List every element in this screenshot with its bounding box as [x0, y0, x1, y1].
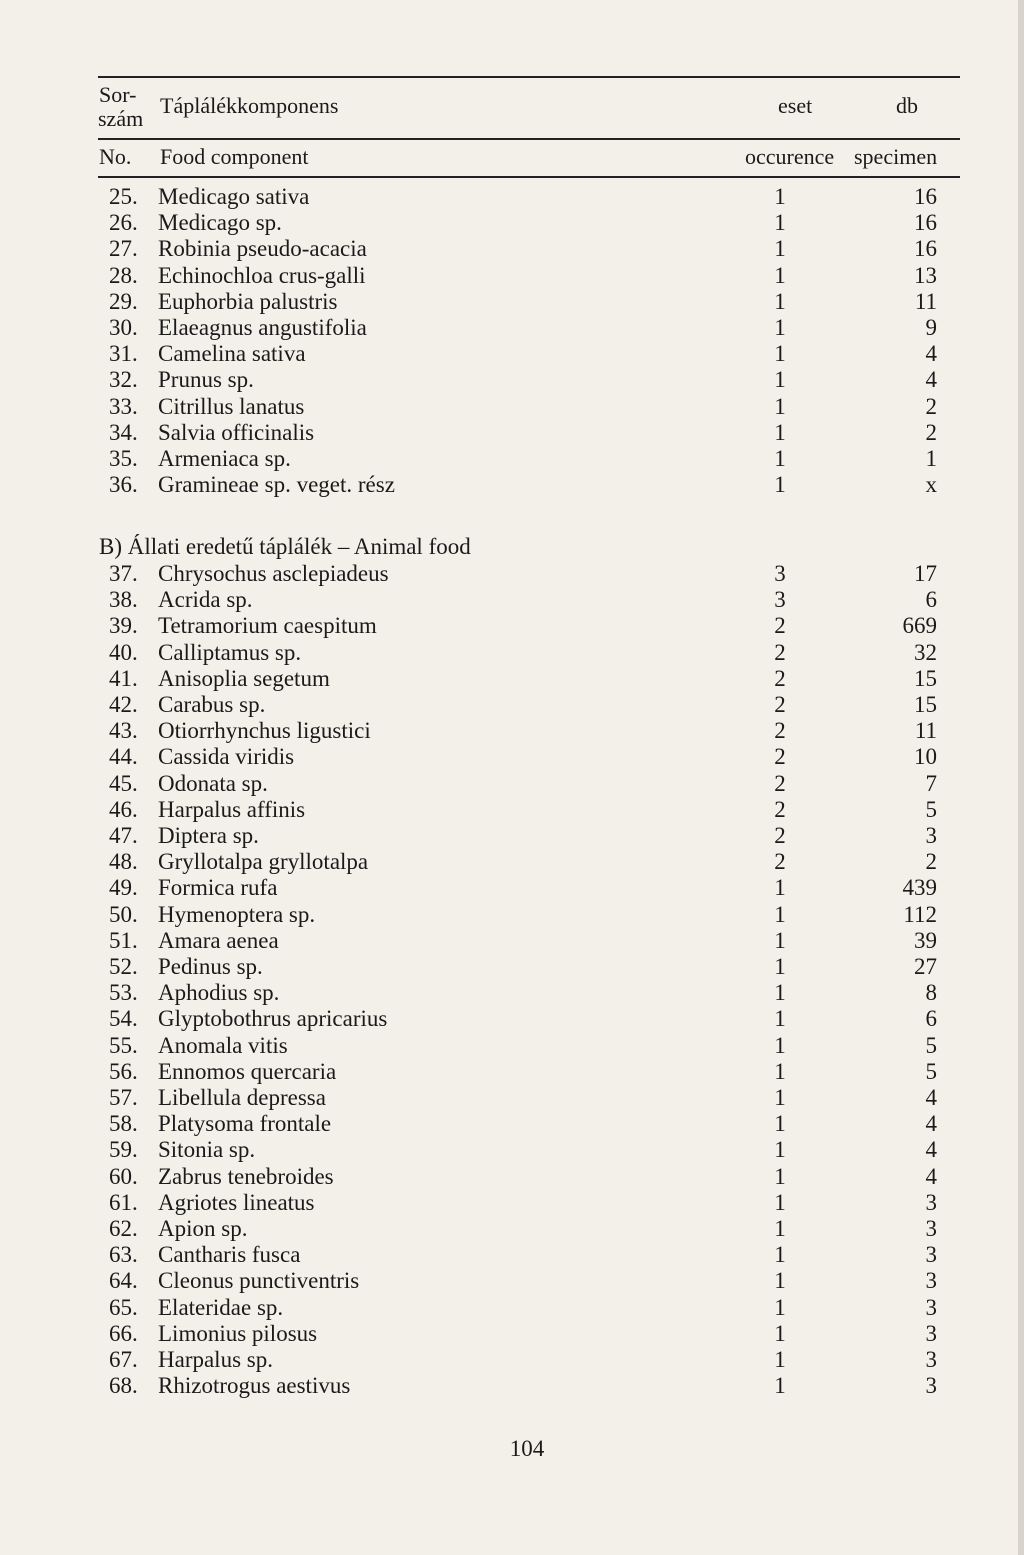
specimen-count: 2 — [925, 419, 937, 445]
occurence-count: 1 — [774, 419, 786, 445]
table-row — [0, 980, 1024, 1006]
table-row — [0, 744, 1024, 770]
specimen-count: 11 — [914, 718, 937, 744]
header-db: db — [896, 93, 918, 118]
row-number: 47. — [109, 823, 138, 848]
occurence-count: 1 — [774, 315, 786, 340]
occurence-count: 1 — [774, 1294, 786, 1320]
table-row — [0, 1216, 1024, 1242]
table-top-rule — [98, 76, 960, 78]
food-component-name: Anomala vitis — [158, 1032, 288, 1058]
specimen-count: 16 — [914, 184, 937, 209]
specimen-count: 3 — [925, 1268, 937, 1294]
food-component-name: Apion sp. — [158, 1216, 248, 1241]
table-row — [0, 1295, 1024, 1321]
occurence-count: 1 — [774, 472, 786, 498]
specimen-count: 16 — [914, 210, 937, 236]
occurence-count: 2 — [774, 849, 786, 875]
header-middle-rule — [98, 138, 960, 140]
table-row — [0, 472, 1024, 498]
row-number: 65. — [109, 1294, 138, 1320]
food-component-name: Camelina sativa — [158, 341, 306, 367]
specimen-count: 3 — [925, 1216, 937, 1241]
header-specimen: specimen — [854, 144, 938, 169]
specimen-count: 2 — [925, 393, 937, 419]
row-number: 52. — [109, 954, 138, 979]
table-row — [0, 587, 1024, 613]
row-number: 37. — [109, 561, 138, 586]
header-no: No. — [99, 144, 132, 169]
row-number: 29. — [109, 288, 138, 314]
food-component-name: Platysoma frontale — [158, 1111, 332, 1137]
occurence-count: 1 — [774, 980, 786, 1006]
page-number: 104 — [509, 1436, 545, 1461]
occurence-count: 2 — [774, 718, 786, 744]
row-number: 64. — [109, 1268, 138, 1294]
row-number: 67. — [109, 1347, 138, 1372]
row-number: 40. — [109, 639, 138, 665]
specimen-count: 4 — [925, 1163, 937, 1189]
food-component-name: Armeniaca sp. — [158, 446, 291, 471]
row-number: 56. — [109, 1058, 138, 1084]
table-row — [0, 1006, 1024, 1032]
occurence-count: 1 — [774, 927, 786, 953]
food-component-name: Citrillus lanatus — [158, 393, 305, 419]
row-number: 59. — [109, 1137, 138, 1163]
specimen-count: 6 — [925, 587, 937, 613]
food-component-name: Harpalus sp. — [158, 1347, 273, 1372]
specimen-count: 27 — [914, 954, 937, 979]
table-row — [0, 692, 1024, 718]
specimen-count: 8 — [925, 980, 937, 1006]
occurence-count: 1 — [774, 1268, 786, 1294]
row-number: 53. — [109, 980, 138, 1006]
occurence-count: 1 — [774, 1006, 786, 1032]
occurence-count: 1 — [774, 1058, 786, 1084]
food-component-name: Elaeagnus angustifolia — [158, 315, 367, 340]
table-row — [0, 315, 1024, 341]
food-component-name: Amara aenea — [158, 927, 279, 953]
row-number: 31. — [109, 341, 138, 367]
food-component-name: Acrida sp. — [158, 587, 253, 613]
food-component-name: Chrysochus asclepiadeus — [158, 561, 389, 586]
row-number: 35. — [109, 446, 138, 471]
header-sor: Sor- — [99, 82, 137, 107]
row-number: 48. — [109, 849, 138, 875]
table-row — [0, 1111, 1024, 1137]
table-row — [0, 210, 1024, 236]
food-component-name: Calliptamus sp. — [158, 639, 302, 665]
table-row — [0, 823, 1024, 849]
food-component-name: Carabus sp. — [158, 692, 266, 717]
occurence-count: 2 — [774, 796, 786, 822]
food-component-name: Elateridae sp. — [158, 1294, 284, 1320]
occurence-count: 1 — [774, 262, 786, 288]
specimen-count: 7 — [925, 770, 937, 796]
specimen-count: 3 — [925, 1294, 937, 1320]
food-component-name: Sitonia sp. — [158, 1137, 256, 1163]
header-component-hu: Táplálékkomponens — [160, 93, 339, 118]
table-row — [0, 849, 1024, 875]
occurence-count: 2 — [774, 639, 786, 665]
table-row — [0, 1268, 1024, 1294]
food-component-name: Tetramorium caespitum — [158, 613, 377, 639]
specimen-count: 1 — [925, 446, 937, 471]
food-component-name: Cleonus punctiventris — [158, 1268, 360, 1294]
specimen-count: 669 — [902, 613, 937, 639]
row-number: 49. — [109, 875, 138, 901]
occurence-count: 1 — [774, 1242, 786, 1268]
food-component-name: Harpalus affinis — [158, 796, 306, 822]
specimen-count: 439 — [902, 875, 937, 901]
row-number: 62. — [109, 1216, 138, 1241]
food-component-name: Aphodius sp. — [158, 980, 280, 1006]
table-row — [0, 797, 1024, 823]
occurence-count: 2 — [774, 744, 786, 770]
specimen-count: 5 — [925, 796, 937, 822]
row-number: 30. — [109, 315, 138, 340]
row-number: 34. — [109, 419, 138, 445]
food-component-name: Formica rufa — [158, 875, 278, 901]
table-row — [0, 420, 1024, 446]
table-row — [0, 184, 1024, 210]
occurence-count: 1 — [774, 236, 786, 262]
specimen-count: 13 — [914, 262, 937, 288]
occurence-count: 1 — [774, 446, 786, 471]
row-number: 26. — [109, 210, 138, 236]
food-component-name: Diptera sp. — [158, 823, 259, 848]
food-component-name: Medicago sativa — [158, 184, 310, 209]
food-component-name: Robinia pseudo-acacia — [158, 236, 367, 262]
table-row — [0, 561, 1024, 587]
table-row — [0, 341, 1024, 367]
row-number: 36. — [109, 472, 138, 498]
specimen-count: x — [925, 472, 937, 498]
specimen-count: 10 — [914, 744, 937, 770]
specimen-count: 3 — [925, 823, 937, 848]
food-component-name: Euphorbia palustris — [158, 288, 338, 314]
occurence-count: 1 — [774, 1163, 786, 1189]
food-component-name: Agriotes lineatus — [158, 1189, 315, 1215]
specimen-count: 3 — [925, 1242, 937, 1268]
table-row — [0, 954, 1024, 980]
occurence-count: 1 — [774, 288, 786, 314]
occurence-count: 3 — [774, 561, 786, 586]
occurence-count: 1 — [774, 1085, 786, 1110]
row-number: 61. — [109, 1189, 138, 1215]
table-row — [0, 875, 1024, 901]
table-row — [0, 394, 1024, 420]
occurence-count: 1 — [774, 954, 786, 979]
row-number: 32. — [109, 367, 138, 393]
specimen-count: 5 — [925, 1032, 937, 1058]
occurence-count: 1 — [774, 1111, 786, 1137]
occurence-count: 3 — [774, 587, 786, 613]
specimen-count: 16 — [914, 236, 937, 262]
row-number: 54. — [109, 1006, 138, 1032]
table-row — [0, 1190, 1024, 1216]
table-row — [0, 1373, 1024, 1399]
food-component-name: Pedinus sp. — [158, 954, 263, 979]
row-number: 66. — [109, 1320, 138, 1346]
row-number: 58. — [109, 1111, 138, 1137]
occurence-count: 1 — [774, 901, 786, 927]
occurence-count: 2 — [774, 665, 786, 691]
occurence-count: 1 — [774, 1032, 786, 1058]
table-row — [0, 289, 1024, 315]
specimen-count: 4 — [925, 1111, 937, 1137]
header-szam: szám — [98, 106, 144, 131]
row-number: 50. — [109, 901, 138, 927]
table-row — [0, 902, 1024, 928]
specimen-count: 6 — [925, 1006, 937, 1032]
header-occurence: occurence — [745, 144, 835, 169]
table-row — [0, 1321, 1024, 1347]
row-number: 41. — [109, 665, 138, 691]
table-row — [0, 1137, 1024, 1163]
food-component-name: Medicago sp. — [158, 210, 282, 236]
occurence-count: 1 — [774, 875, 786, 901]
row-number: 60. — [109, 1163, 138, 1189]
food-component-name: Libellula depressa — [158, 1085, 326, 1110]
food-component-name: Ennomos quercaria — [158, 1058, 337, 1084]
occurence-count: 1 — [774, 1137, 786, 1163]
table-row — [0, 771, 1024, 797]
row-number: 27. — [109, 236, 138, 262]
table-row — [0, 640, 1024, 666]
specimen-count: 3 — [925, 1347, 937, 1372]
specimen-count: 32 — [914, 639, 937, 665]
food-component-name: Gramineae sp. veget. rész — [158, 472, 395, 498]
specimen-count: 39 — [914, 927, 937, 953]
row-number: 51. — [109, 927, 138, 953]
specimen-count: 11 — [914, 288, 937, 314]
food-component-name: Limonius pilosus — [158, 1320, 318, 1346]
row-number: 33. — [109, 393, 138, 419]
specimen-count: 15 — [914, 692, 937, 717]
food-component-name: Glyptobothrus apricarius — [158, 1006, 388, 1032]
specimen-count: 4 — [925, 1137, 937, 1163]
occurence-count: 2 — [774, 823, 786, 848]
specimen-count: 4 — [925, 367, 937, 393]
table-row — [0, 666, 1024, 692]
table-row — [0, 718, 1024, 744]
specimen-count: 4 — [925, 341, 937, 367]
row-number: 44. — [109, 744, 138, 770]
specimen-count: 5 — [925, 1058, 937, 1084]
food-component-name: Echinochloa crus-galli — [158, 262, 366, 288]
header-eset: eset — [778, 93, 813, 118]
occurence-count: 1 — [774, 367, 786, 393]
table-row — [0, 236, 1024, 262]
occurence-count: 1 — [774, 184, 786, 209]
food-component-name: Rhizotrogus aestivus — [158, 1373, 351, 1399]
food-component-name: Gryllotalpa gryllotalpa — [158, 849, 369, 875]
occurence-count: 1 — [774, 1320, 786, 1346]
occurence-count: 2 — [774, 770, 786, 796]
food-component-name: Cantharis fusca — [158, 1242, 301, 1268]
specimen-count: 17 — [914, 561, 937, 586]
food-component-name: Salvia officinalis — [158, 419, 315, 445]
occurence-count: 2 — [774, 692, 786, 717]
specimen-count: 4 — [925, 1085, 937, 1110]
row-number: 45. — [109, 770, 138, 796]
specimen-count: 3 — [925, 1189, 937, 1215]
header-bottom-rule — [98, 176, 960, 178]
table-row — [0, 1164, 1024, 1190]
specimen-count: 3 — [925, 1373, 937, 1399]
row-number: 28. — [109, 262, 138, 288]
occurence-count: 1 — [774, 1373, 786, 1399]
row-number: 43. — [109, 718, 138, 744]
row-number: 25. — [109, 184, 138, 209]
occurence-count: 1 — [774, 1189, 786, 1215]
specimen-count: 112 — [903, 901, 937, 927]
table-row — [0, 263, 1024, 289]
food-component-name: Otiorrhynchus ligustici — [158, 718, 371, 744]
food-component-name: Cassida viridis — [158, 744, 295, 770]
occurence-count: 1 — [774, 341, 786, 367]
row-number: 38. — [109, 587, 138, 613]
occurence-count: 1 — [774, 1216, 786, 1241]
table-row — [0, 928, 1024, 954]
food-component-name: Anisoplia segetum — [158, 665, 330, 691]
row-number: 63. — [109, 1242, 138, 1268]
food-component-name: Hymenoptera sp. — [158, 901, 316, 927]
row-number: 39. — [109, 613, 138, 639]
row-number: 55. — [109, 1032, 138, 1058]
section-heading-animal-food: B) Állati eredetű táplálék – Animal food — [99, 534, 471, 559]
row-number: 68. — [109, 1373, 138, 1399]
occurence-count: 2 — [774, 613, 786, 639]
row-number: 57. — [109, 1085, 138, 1110]
occurence-count: 1 — [774, 393, 786, 419]
food-component-name: Prunus sp. — [158, 367, 254, 393]
occurence-count: 1 — [774, 1347, 786, 1372]
table-row — [0, 1242, 1024, 1268]
row-number: 42. — [109, 692, 138, 717]
table-row — [0, 446, 1024, 472]
specimen-count: 9 — [925, 315, 937, 340]
table-row — [0, 613, 1024, 639]
occurence-count: 1 — [774, 210, 786, 236]
food-component-name: Odonata sp. — [158, 770, 268, 796]
table-row — [0, 1033, 1024, 1059]
row-number: 46. — [109, 796, 138, 822]
specimen-count: 3 — [925, 1320, 937, 1346]
specimen-count: 15 — [914, 665, 937, 691]
table-row — [0, 1085, 1024, 1111]
food-component-name: Zabrus tenebroides — [158, 1163, 334, 1189]
table-row — [0, 1059, 1024, 1085]
header-component-en: Food component — [160, 144, 309, 169]
table-row — [0, 367, 1024, 393]
table-row — [0, 1347, 1024, 1373]
specimen-count: 2 — [925, 849, 937, 875]
